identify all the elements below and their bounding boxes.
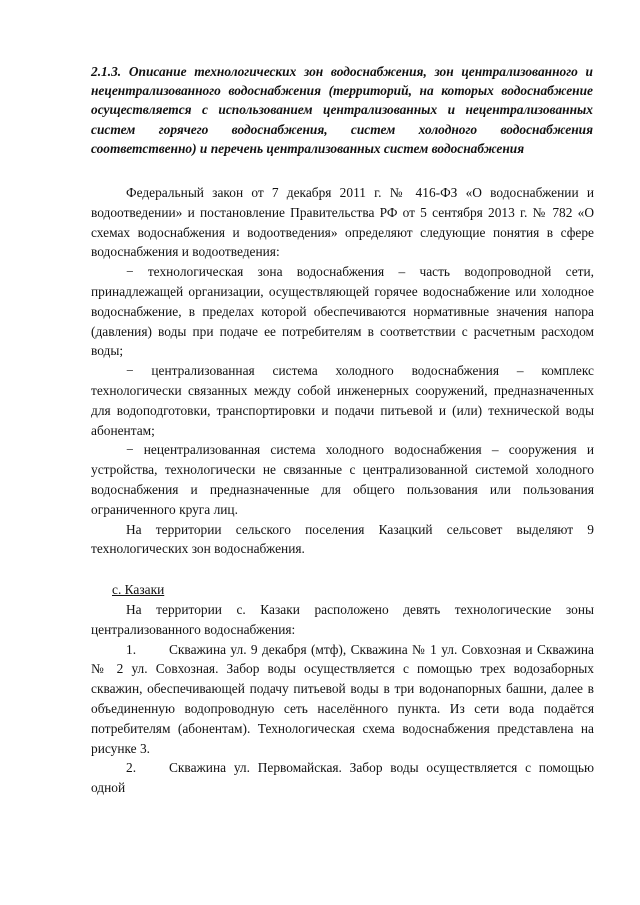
list-item-text: Скважина ул. 9 декабря (мтф), Скважина № 1 ул. Совхозная и Скважина № 2 ул. Совхозная. Забор воды осуществляется с помощью трех водозаборных скважин, обеспечивающей подачу питьевой воды в три водонапорных башни, далее в объединенную водопроводную сеть населённого пункта. Из сети вода подаётся потребителям (абонентам). Технологическая схема водоснабжения представлена на рисунке 3. xyxy=(91,641,594,756)
intro-paragraph: Федеральный закон от 7 декабря 2011 г. № 416-ФЗ «О водоснабжении и водоотведении» и постановление Правительства РФ от 5 сентября 2013 г. № 782 «О схемах водоснабжения и водоотведения» определяют следующие понятия в сфере водоснабжения и водоотведения: xyxy=(91,185,594,260)
definition-decentralized-system: − нецентрализованная система холодного водоснабжения – сооружения и устройства, технологически не связанные с централизованной системой холодного водоснабжения и предназначенные для общего пользования или пользования ограниченного круга лиц. xyxy=(91,442,594,517)
zones-count-paragraph: На территории сельского поселения Казацкий сельсовет выделяют 9 технологических зон водоснабжения. xyxy=(91,521,594,557)
list-item-text: Скважина ул. Первомайская. Забор воды осуществляется с помощью одной xyxy=(91,760,594,796)
definition-technological-zone: − технологическая зона водоснабжения – часть водопроводной сети, принадлежащей организации, осуществляющей горячее водоснабжение или холодное водоснабжение, в пределах которой обеспечиваются нормативные значения напора (давления) воды при подаче ее потребителям в соответствии с расчетным расходом воды; xyxy=(91,264,594,359)
definition-centralized-system: − централизованная система холодного водоснабжения – комплекс технологически связанных между собой инженерных сооружений, предназначенных для водоподготовки, транспортировки и подачи питьевой и (или) технической воды абонентам; xyxy=(91,363,594,438)
list-item-1 xyxy=(91,640,594,759)
list-item-2 xyxy=(91,758,594,798)
section-heading: 2.1.3. Описание технологических зон водоснабжения, зон централизованного и нецентрализованного водоснабжения (территорий, на которых водоснабжение осуществляется с использованием централизованных и нецентрализованных систем горячего водоснабжения, систем холодного водоснабжения соответственно) и перечень централизованных систем водоснабжения xyxy=(91,64,593,156)
village-paragraph: На территории с. Казаки расположено девять технологические зоны централизованного водоснабжения: xyxy=(91,601,594,637)
document-body xyxy=(91,183,594,798)
list-item-number: 1. xyxy=(126,641,137,657)
list-item-number: 2. xyxy=(126,760,137,776)
village-heading: с. Казаки xyxy=(112,582,165,598)
